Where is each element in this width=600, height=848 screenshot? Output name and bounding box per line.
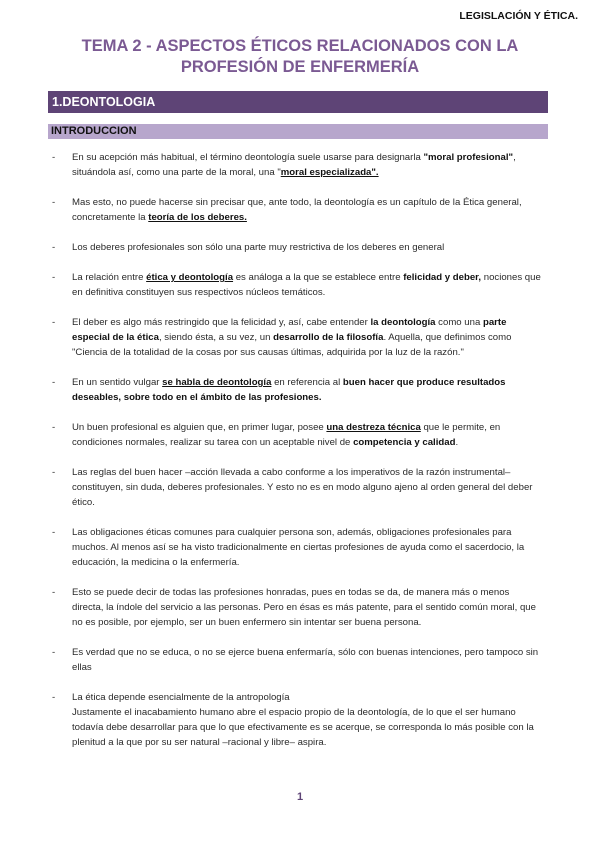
list-item: - Es verdad que no se educa, o no se ejerce buena enfermaría, sólo con buenas intenciones, pero tampoco sin ellas	[52, 647, 539, 673]
list-item: - En un sentido vulgar se habla de deontología en referencia al buen hacer que produce resultados deseables, sobre todo en el ámbito de las profesiones.	[52, 377, 506, 403]
title-line-2: PROFESIÓN DE ENFERMERÍA	[180, 58, 420, 76]
running-header: LEGISLACIÓN Y ÉTICA.	[459, 10, 578, 22]
list-item: - La ética depende esencialmente de la antropología Justamente el inacabamiento humano abre el espacio propio de la deontología, de lo que el ser humano todavía debe desarrollar para que lo que efectivamente es se acerque, se corresponda lo más posible con la plenitud a la que por su ser natural –racional y libre– aspira.	[52, 692, 534, 748]
section-heading: 1.DEONTOLOGIA	[48, 91, 548, 113]
list-item: - Las obligaciones éticas comunes para cualquier persona son, además, obligaciones profesionales para muchos. Al menos así se ha visto tradicionalmente en ciertas profesiones de ayuda como el sacerdocio, la educación, la medicina o la enfermería.	[52, 527, 525, 568]
list-item: - La relación entre ética y deontología es análoga a la que se establece entre felicidad y deber, nociones que en definitiva constituyen sus respectivos núcleos temáticos.	[52, 272, 541, 298]
bullet-list	[48, 150, 543, 765]
list-item: - Mas esto, no puede hacerse sin precisar que, ante todo, la deontología es un capítulo de la Ética general, concretamente la teoría de los deberes.	[52, 197, 522, 223]
subsection-heading: INTRODUCCION	[48, 124, 548, 139]
list-item: - Esto se puede decir de todas las profesiones honradas, pues en todas se da, de manera más o menos directa, la índole del servicio a las personas. Pero en ésas es más patente, para el sentido común moral, que no es posible, por ejemplo, ser un buen enfermero sin intentar ser buena persona.	[52, 587, 536, 628]
page-number: 1	[296, 791, 304, 803]
list-item: - El deber es algo más restringido que la felicidad y, así, cabe entender la deontología como una parte especial de la ética, siendo ésta, a su vez, un desarrollo de la filosofía. Aquella, que definimos como "Ciencia de la totalidad de la cosas por sus causas últimas, adquirida por la luz de la razón."	[52, 317, 512, 358]
title-line-1: TEMA 2 - ASPECTOS ÉTICOS RELACIONADOS CON LA	[81, 37, 519, 55]
list-item: - En su acepción más habitual, el término deontología suele usarse para designarla "moral profesional", situándola así, como una parte de la moral, una "moral especializada".	[52, 152, 516, 178]
list-item: - Los deberes profesionales son sólo una parte muy restrictiva de los deberes en general	[52, 242, 445, 253]
list-item: - Un buen profesional es alguien que, en primer lugar, posee una destreza técnica que le permite, en condiciones normales, realizar su tarea con un aceptable nivel de competencia y calidad.	[52, 422, 501, 448]
page-title	[30, 36, 570, 78]
list-item: - Las reglas del buen hacer –acción llevada a cabo conforme a los imperativos de la razón instrumental– constituyen, sin duda, deberes profesionales. Y esto no es en modo alguno ajeno al orden general del deber ético.	[52, 467, 533, 508]
